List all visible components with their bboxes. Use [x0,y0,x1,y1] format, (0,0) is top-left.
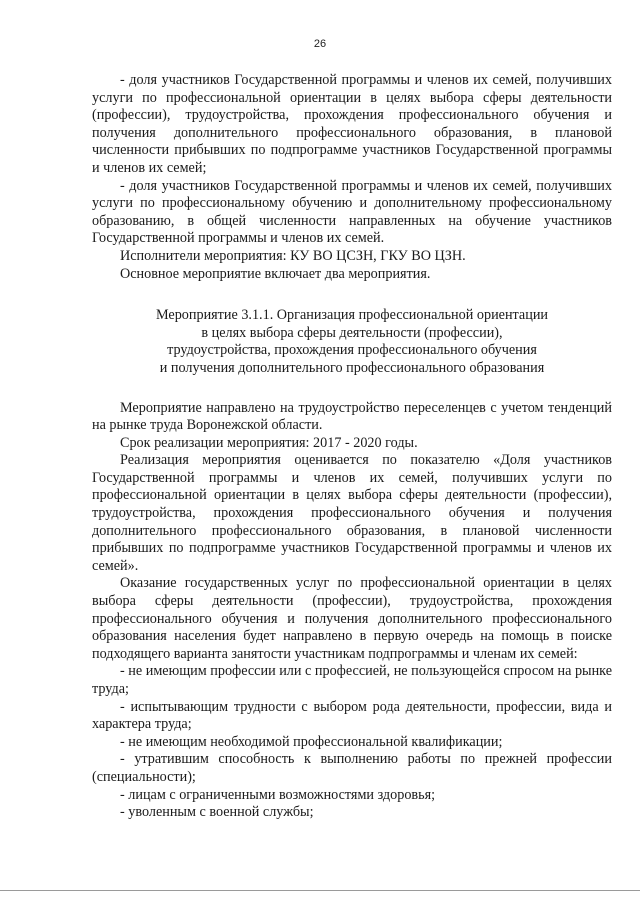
list-item: - утратившим способность к выполнению работы по прежней профессии (специальности); [92,751,612,785]
list-item: - не имеющим профессии или с профессией, не пользующейся спросом на рынке труда; [92,663,612,697]
list-item: - испытывающим трудности с выбором рода деятельности, профессии, вида и характера труда; [92,698,612,733]
page-bottom-rule [0,890,640,891]
document-body [92,72,612,822]
paragraph: Исполнители мероприятия: КУ ВО ЦСЗН, ГКУ ВО ЦЗН. [120,247,466,264]
page-number: 26 [313,38,327,50]
heading-line: трудоустройства, прохождения профессионального обучения [167,342,537,359]
paragraph: Реализация мероприятия оценивается по показателю «Доля участников Государственной программы и членов их семей, получивших услуги по профессиональной ориентации в целях выбора сферы деятельности (профессии), трудоустройства, прохождения профессионального обучения и получения дополнительного профессионального образования, в плановой численности прибывших по подпрограмме участников Государственной программы и членов их семей». [92,452,612,574]
heading-line: в целях выбора сферы деятельности (профессии), [201,324,503,341]
paragraph: Основное мероприятие включает два мероприятия. [120,265,431,282]
heading-line: Мероприятие 3.1.1. Организация профессиональной ориентации [155,307,549,324]
list-item: - лицам с ограниченными возможностями здоровья; [120,786,436,803]
paragraph: - доля участников Государственной программы и членов их семей, получивших услуги по профессиональному обучению и дополнительному профессиональному образованию, в общей численности направленных на обучение участников Государственной программы и членов их семей. [92,177,612,247]
section-heading [92,307,612,377]
list-item: - не имеющим необходимой профессиональной квалификации; [120,733,503,750]
paragraph: Оказание государственных услуг по профессиональной ориентации в целях выбора сферы деятельности (профессии), трудоустройства, прохождения профессионального обучения и получения дополнительного профессионального образования населения будет направлено в первую очередь на помощь в поиске подходящего варианта занятости участникам подпрограммы и членам их семей: [92,575,612,662]
paragraph: - доля участников Государственной программы и членов их семей, получивших услуги по профессиональной ориентации в целях выбора сферы деятельности (профессии), трудоустройства, прохождения профессионального обучения и получения дополнительного профессионального образования, в плановой численности прибывших по подпрограмме участников Государственной программы и членов их семей; [92,72,612,176]
paragraph: Срок реализации мероприятия: 2017 - 2020 годы. [120,434,418,451]
heading-line: и получения дополнительного профессионального образования [159,359,545,376]
paragraph: Мероприятие направлено на трудоустройство переселенцев с учетом тенденций на рынке труда Воронежской области. [92,399,612,434]
list-item: - уволенным с военной службы; [120,804,314,821]
